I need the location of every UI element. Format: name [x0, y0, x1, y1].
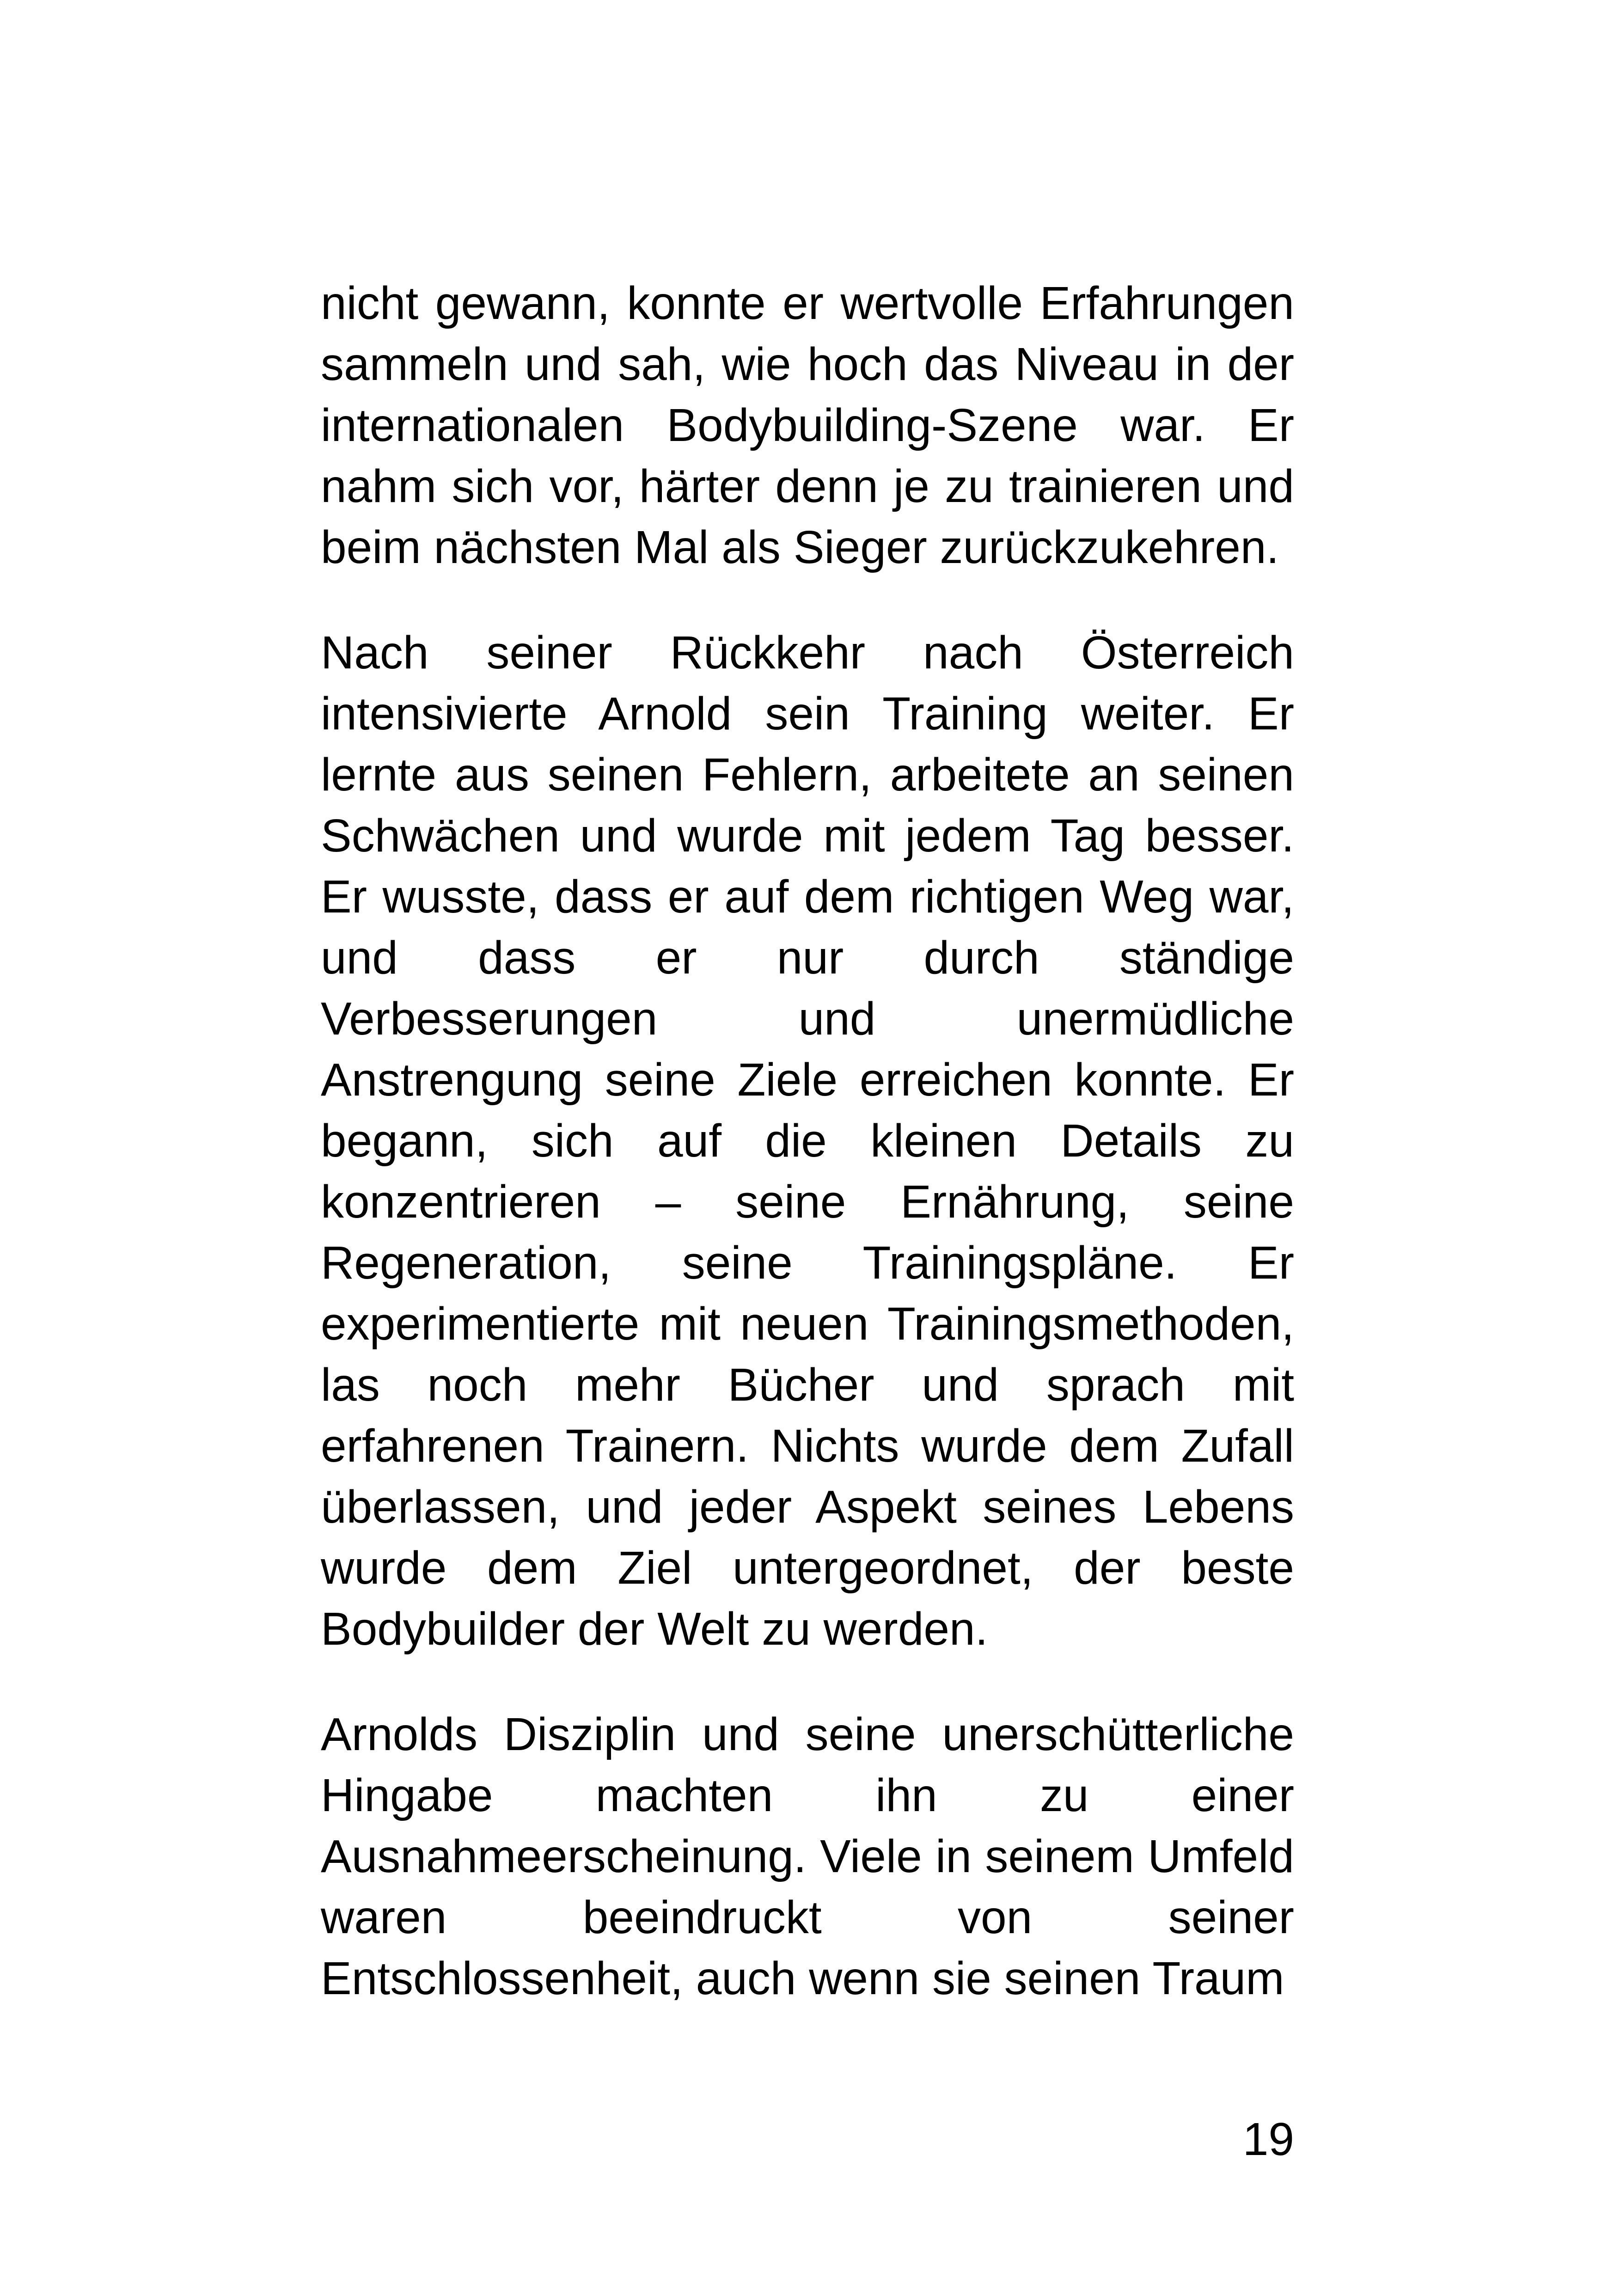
page-number: 19 — [1242, 2113, 1294, 2165]
paragraph: nicht gewann, konnte er wertvolle Erfahrungen sammeln und sah, wie hoch das Niveau in der internationalen Bodybuilding-Szene war. Er nahm sich vor, härter denn je zu trainieren und beim nächsten Mal als Sieger zurückzukehren. — [321, 277, 1294, 573]
body-text — [321, 273, 1294, 2009]
paragraph: Nach seiner Rückkehr nach Österreich intensivierte Arnold sein Training weiter. Er lernte aus seinen Fehlern, arbeitete an seinen Schwächen und wurde mit jedem Tag besser. Er wusste, dass er auf dem richtigen Weg war, und dass er nur durch ständige Verbesserungen und unermüdliche Anstrengung seine Ziele erreichen konnte. Er begann, sich auf die kleinen Details zu konzentrieren – seine Ernährung, seine Regeneration, seine Trainingspläne. Er experimentierte mit neuen Trainingsmethoden, las noch mehr Bücher und sprach mit erfahrenen Trainern. Nichts wurde dem Zufall überlassen, und jeder Aspekt seines Lebens wurde dem Ziel untergeordnet, der beste Bodybuilder der Welt zu werden. — [321, 627, 1294, 1655]
paragraph: Arnolds Disziplin und seine unerschütterliche Hingabe machten ihn zu einer Ausnahmeerscheinung. Viele in seinem Umfeld waren beeindruckt von seiner Entschlossenheit, auch wenn sie seinen Traum — [321, 1708, 1294, 2004]
